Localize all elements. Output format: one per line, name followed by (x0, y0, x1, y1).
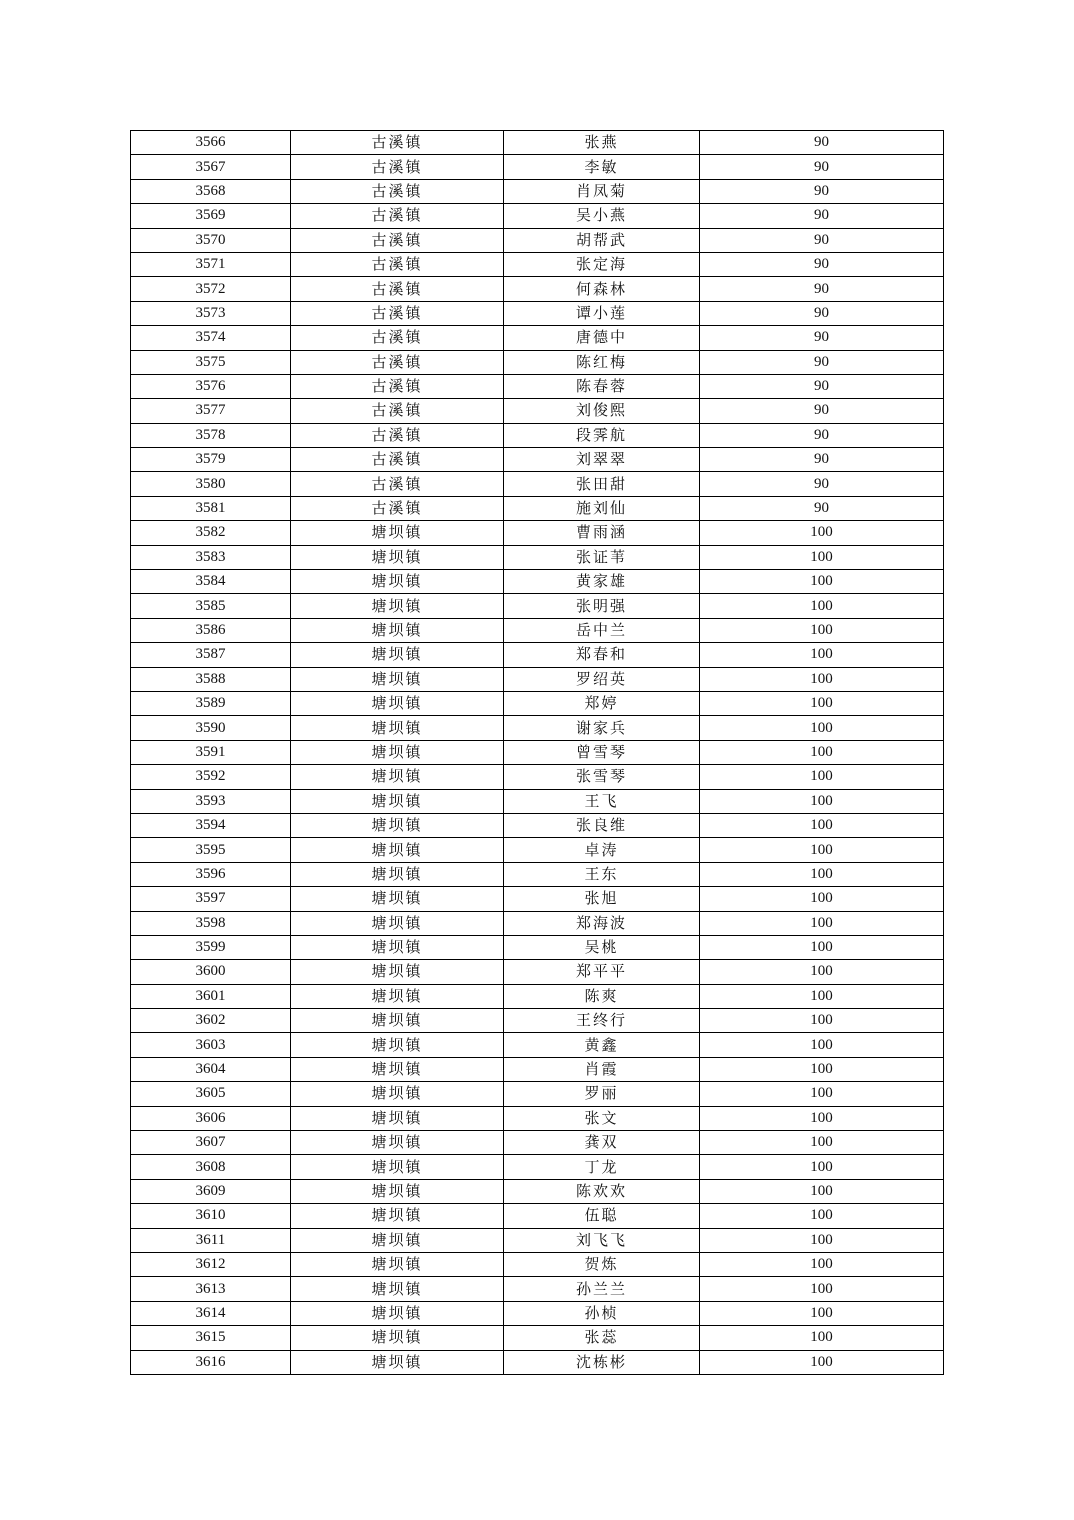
cell-town: 古溪镇 (291, 204, 504, 228)
table-row (131, 448, 944, 472)
cell-name: 张证苇 (504, 545, 700, 569)
cell-number: 3609 (131, 1179, 291, 1203)
table-row (131, 1326, 944, 1350)
cell-name: 郑婷 (504, 691, 700, 715)
cell-name: 陈春蓉 (504, 374, 700, 398)
cell-name: 刘俊熙 (504, 399, 700, 423)
cell-name: 张田甜 (504, 472, 700, 496)
cell-amount: 100 (700, 1155, 944, 1179)
cell-number: 3571 (131, 252, 291, 276)
cell-name: 郑海波 (504, 911, 700, 935)
cell-town: 塘坝镇 (291, 691, 504, 715)
cell-name: 肖霞 (504, 1057, 700, 1081)
cell-amount: 100 (700, 545, 944, 569)
cell-amount: 100 (700, 911, 944, 935)
table-row (131, 789, 944, 813)
cell-town: 古溪镇 (291, 448, 504, 472)
cell-town: 塘坝镇 (291, 1033, 504, 1057)
table-row (131, 570, 944, 594)
cell-number: 3595 (131, 838, 291, 862)
table-row (131, 667, 944, 691)
cell-number: 3596 (131, 862, 291, 886)
table-row (131, 1057, 944, 1081)
cell-number: 3606 (131, 1106, 291, 1130)
cell-town: 塘坝镇 (291, 1131, 504, 1155)
cell-town: 塘坝镇 (291, 643, 504, 667)
cell-town: 古溪镇 (291, 326, 504, 350)
cell-name: 贺炼 (504, 1252, 700, 1276)
cell-name: 罗丽 (504, 1082, 700, 1106)
table-row (131, 179, 944, 203)
cell-amount: 100 (700, 594, 944, 618)
cell-name: 曾雪琴 (504, 740, 700, 764)
cell-number: 3569 (131, 204, 291, 228)
table-row (131, 228, 944, 252)
cell-name: 卓涛 (504, 838, 700, 862)
cell-amount: 90 (700, 277, 944, 301)
table-row (131, 277, 944, 301)
cell-town: 古溪镇 (291, 374, 504, 398)
cell-number: 3608 (131, 1155, 291, 1179)
cell-number: 3575 (131, 350, 291, 374)
cell-name: 王东 (504, 862, 700, 886)
table-row (131, 813, 944, 837)
table-row (131, 765, 944, 789)
cell-town: 塘坝镇 (291, 911, 504, 935)
cell-amount: 90 (700, 423, 944, 447)
cell-number: 3566 (131, 131, 291, 155)
cell-number: 3593 (131, 789, 291, 813)
roster-table-body (131, 131, 944, 1375)
cell-town: 塘坝镇 (291, 1326, 504, 1350)
cell-number: 3597 (131, 887, 291, 911)
cell-number: 3612 (131, 1252, 291, 1276)
cell-number: 3574 (131, 326, 291, 350)
table-row (131, 131, 944, 155)
cell-name: 张良维 (504, 813, 700, 837)
table-row (131, 1131, 944, 1155)
table-row (131, 1106, 944, 1130)
cell-name: 张定海 (504, 252, 700, 276)
cell-town: 塘坝镇 (291, 765, 504, 789)
table-row (131, 960, 944, 984)
cell-number: 3604 (131, 1057, 291, 1081)
cell-name: 岳中兰 (504, 618, 700, 642)
cell-town: 古溪镇 (291, 496, 504, 520)
cell-town: 塘坝镇 (291, 716, 504, 740)
cell-town: 塘坝镇 (291, 984, 504, 1008)
table-row (131, 1179, 944, 1203)
cell-town: 塘坝镇 (291, 887, 504, 911)
cell-amount: 100 (700, 716, 944, 740)
cell-name: 黄家雄 (504, 570, 700, 594)
table-row (131, 740, 944, 764)
cell-amount: 100 (700, 1033, 944, 1057)
cell-town: 塘坝镇 (291, 789, 504, 813)
cell-number: 3586 (131, 618, 291, 642)
cell-number: 3576 (131, 374, 291, 398)
cell-number: 3601 (131, 984, 291, 1008)
cell-number: 3583 (131, 545, 291, 569)
cell-number: 3582 (131, 521, 291, 545)
cell-name: 孙桢 (504, 1301, 700, 1325)
cell-amount: 100 (700, 960, 944, 984)
cell-town: 塘坝镇 (291, 618, 504, 642)
cell-amount: 90 (700, 155, 944, 179)
table-row (131, 935, 944, 959)
cell-name: 罗绍英 (504, 667, 700, 691)
cell-amount: 90 (700, 326, 944, 350)
cell-amount: 100 (700, 667, 944, 691)
cell-name: 沈栋彬 (504, 1350, 700, 1374)
cell-number: 3567 (131, 155, 291, 179)
table-row (131, 1033, 944, 1057)
cell-name: 段霁航 (504, 423, 700, 447)
cell-town: 古溪镇 (291, 155, 504, 179)
cell-amount: 100 (700, 643, 944, 667)
table-row (131, 521, 944, 545)
cell-name: 肖凤菊 (504, 179, 700, 203)
cell-amount: 100 (700, 862, 944, 886)
cell-number: 3578 (131, 423, 291, 447)
table-row (131, 862, 944, 886)
cell-town: 塘坝镇 (291, 1277, 504, 1301)
table-row (131, 691, 944, 715)
cell-name: 伍聪 (504, 1204, 700, 1228)
cell-amount: 100 (700, 1277, 944, 1301)
cell-number: 3611 (131, 1228, 291, 1252)
cell-amount: 90 (700, 228, 944, 252)
cell-name: 张文 (504, 1106, 700, 1130)
cell-name: 胡帮武 (504, 228, 700, 252)
cell-amount: 90 (700, 350, 944, 374)
cell-number: 3605 (131, 1082, 291, 1106)
cell-name: 张旭 (504, 887, 700, 911)
table-row (131, 204, 944, 228)
table-row (131, 1228, 944, 1252)
cell-town: 塘坝镇 (291, 594, 504, 618)
cell-town: 塘坝镇 (291, 521, 504, 545)
cell-name: 刘翠翠 (504, 448, 700, 472)
cell-amount: 100 (700, 984, 944, 1008)
table-row (131, 301, 944, 325)
cell-name: 吴小燕 (504, 204, 700, 228)
cell-town: 古溪镇 (291, 350, 504, 374)
cell-town: 古溪镇 (291, 301, 504, 325)
cell-number: 3599 (131, 935, 291, 959)
cell-name: 陈欢欢 (504, 1179, 700, 1203)
cell-town: 塘坝镇 (291, 862, 504, 886)
cell-amount: 90 (700, 131, 944, 155)
cell-amount: 90 (700, 252, 944, 276)
cell-number: 3616 (131, 1350, 291, 1374)
cell-number: 3600 (131, 960, 291, 984)
table-row (131, 618, 944, 642)
cell-number: 3568 (131, 179, 291, 203)
cell-town: 古溪镇 (291, 228, 504, 252)
table-row (131, 350, 944, 374)
cell-number: 3610 (131, 1204, 291, 1228)
cell-amount: 100 (700, 1057, 944, 1081)
cell-town: 塘坝镇 (291, 570, 504, 594)
table-row (131, 1082, 944, 1106)
cell-number: 3585 (131, 594, 291, 618)
cell-town: 古溪镇 (291, 131, 504, 155)
cell-town: 塘坝镇 (291, 838, 504, 862)
cell-town: 古溪镇 (291, 277, 504, 301)
cell-number: 3572 (131, 277, 291, 301)
table-row (131, 423, 944, 447)
cell-amount: 100 (700, 570, 944, 594)
cell-number: 3615 (131, 1326, 291, 1350)
cell-town: 古溪镇 (291, 179, 504, 203)
cell-amount: 100 (700, 1301, 944, 1325)
table-row (131, 838, 944, 862)
cell-amount: 90 (700, 448, 944, 472)
cell-number: 3614 (131, 1301, 291, 1325)
cell-name: 唐德中 (504, 326, 700, 350)
cell-amount: 100 (700, 1228, 944, 1252)
cell-name: 王飞 (504, 789, 700, 813)
cell-name: 张蕊 (504, 1326, 700, 1350)
cell-amount: 100 (700, 691, 944, 715)
cell-number: 3579 (131, 448, 291, 472)
table-row (131, 399, 944, 423)
cell-number: 3580 (131, 472, 291, 496)
cell-amount: 100 (700, 618, 944, 642)
cell-number: 3589 (131, 691, 291, 715)
cell-amount: 100 (700, 838, 944, 862)
cell-amount: 90 (700, 374, 944, 398)
cell-amount: 100 (700, 1106, 944, 1130)
table-row (131, 887, 944, 911)
cell-name: 陈爽 (504, 984, 700, 1008)
cell-amount: 90 (700, 472, 944, 496)
cell-name: 刘飞飞 (504, 1228, 700, 1252)
cell-town: 古溪镇 (291, 423, 504, 447)
cell-amount: 90 (700, 496, 944, 520)
cell-town: 塘坝镇 (291, 935, 504, 959)
cell-number: 3592 (131, 765, 291, 789)
cell-number: 3581 (131, 496, 291, 520)
cell-name: 张明强 (504, 594, 700, 618)
cell-town: 塘坝镇 (291, 1301, 504, 1325)
cell-town: 塘坝镇 (291, 545, 504, 569)
table-row (131, 984, 944, 1008)
cell-number: 3573 (131, 301, 291, 325)
cell-name: 丁龙 (504, 1155, 700, 1179)
cell-name: 何森林 (504, 277, 700, 301)
cell-name: 李敏 (504, 155, 700, 179)
cell-name: 张燕 (504, 131, 700, 155)
cell-amount: 100 (700, 765, 944, 789)
cell-town: 塘坝镇 (291, 813, 504, 837)
cell-amount: 100 (700, 1009, 944, 1033)
cell-name: 黄鑫 (504, 1033, 700, 1057)
cell-number: 3607 (131, 1131, 291, 1155)
cell-amount: 100 (700, 789, 944, 813)
table-row (131, 594, 944, 618)
cell-town: 古溪镇 (291, 399, 504, 423)
table-row (131, 643, 944, 667)
cell-number: 3603 (131, 1033, 291, 1057)
cell-name: 陈红梅 (504, 350, 700, 374)
cell-town: 塘坝镇 (291, 740, 504, 764)
table-row (131, 496, 944, 520)
cell-number: 3598 (131, 911, 291, 935)
cell-number: 3594 (131, 813, 291, 837)
cell-amount: 100 (700, 887, 944, 911)
cell-town: 塘坝镇 (291, 1155, 504, 1179)
cell-amount: 90 (700, 399, 944, 423)
cell-town: 古溪镇 (291, 252, 504, 276)
cell-amount: 100 (700, 1252, 944, 1276)
cell-name: 郑春和 (504, 643, 700, 667)
table-row (131, 545, 944, 569)
table-row (131, 1277, 944, 1301)
cell-town: 塘坝镇 (291, 1082, 504, 1106)
cell-name: 王终行 (504, 1009, 700, 1033)
cell-amount: 100 (700, 1326, 944, 1350)
cell-amount: 100 (700, 740, 944, 764)
cell-amount: 100 (700, 1179, 944, 1203)
cell-town: 古溪镇 (291, 472, 504, 496)
cell-number: 3577 (131, 399, 291, 423)
cell-name: 谢家兵 (504, 716, 700, 740)
cell-amount: 100 (700, 521, 944, 545)
cell-town: 塘坝镇 (291, 1106, 504, 1130)
cell-name: 郑平平 (504, 960, 700, 984)
cell-name: 龚双 (504, 1131, 700, 1155)
cell-number: 3584 (131, 570, 291, 594)
table-row (131, 716, 944, 740)
cell-name: 张雪琴 (504, 765, 700, 789)
cell-town: 塘坝镇 (291, 1204, 504, 1228)
cell-amount: 90 (700, 179, 944, 203)
cell-number: 3590 (131, 716, 291, 740)
cell-number: 3613 (131, 1277, 291, 1301)
cell-amount: 90 (700, 301, 944, 325)
table-row (131, 1350, 944, 1374)
cell-name: 曹雨涵 (504, 521, 700, 545)
cell-amount: 100 (700, 935, 944, 959)
table-row (131, 1009, 944, 1033)
table-row (131, 1204, 944, 1228)
table-row (131, 252, 944, 276)
cell-amount: 90 (700, 204, 944, 228)
cell-town: 塘坝镇 (291, 1179, 504, 1203)
cell-name: 谭小莲 (504, 301, 700, 325)
cell-town: 塘坝镇 (291, 1057, 504, 1081)
table-row (131, 326, 944, 350)
cell-number: 3588 (131, 667, 291, 691)
cell-town: 塘坝镇 (291, 1009, 504, 1033)
cell-name: 施刘仙 (504, 496, 700, 520)
cell-amount: 100 (700, 1131, 944, 1155)
roster-table (130, 130, 944, 1375)
table-row (131, 1301, 944, 1325)
table-row (131, 374, 944, 398)
cell-number: 3602 (131, 1009, 291, 1033)
cell-number: 3570 (131, 228, 291, 252)
table-row (131, 1252, 944, 1276)
cell-amount: 100 (700, 813, 944, 837)
cell-town: 塘坝镇 (291, 1350, 504, 1374)
table-row (131, 155, 944, 179)
cell-number: 3591 (131, 740, 291, 764)
table-row (131, 1155, 944, 1179)
cell-amount: 100 (700, 1082, 944, 1106)
cell-town: 塘坝镇 (291, 1252, 504, 1276)
cell-name: 吴桃 (504, 935, 700, 959)
cell-town: 塘坝镇 (291, 667, 504, 691)
table-row (131, 472, 944, 496)
cell-name: 孙兰兰 (504, 1277, 700, 1301)
cell-amount: 100 (700, 1204, 944, 1228)
cell-amount: 100 (700, 1350, 944, 1374)
cell-town: 塘坝镇 (291, 1228, 504, 1252)
cell-town: 塘坝镇 (291, 960, 504, 984)
cell-number: 3587 (131, 643, 291, 667)
table-row (131, 911, 944, 935)
